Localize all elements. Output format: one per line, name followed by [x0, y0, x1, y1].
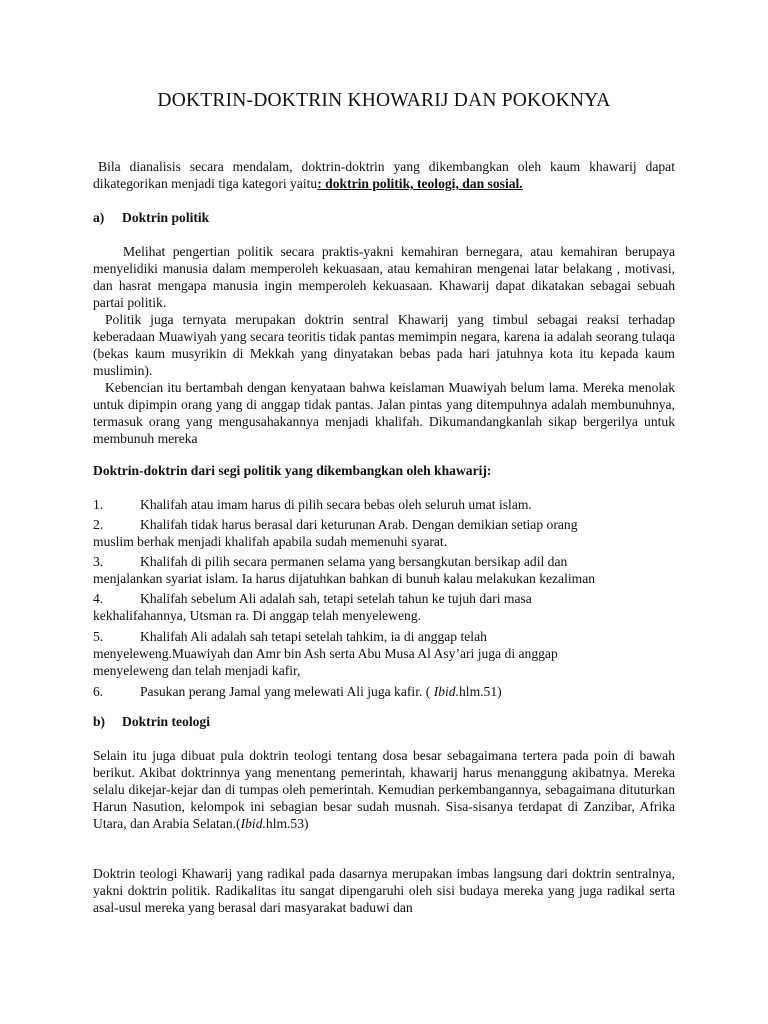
list-heading: Doktrin-doktrin dari segi politik yang dikembangkan oleh khawarij:: [93, 463, 492, 478]
list-text: menyeleweng.Muawiyah dan Amr bin Ash serta Abu Musa Al Asy’ari juga di anggap: [93, 646, 558, 661]
list-item-6: [93, 683, 675, 700]
section-a-label: a): [93, 210, 105, 225]
list-text: Khalifah di pilih secara permanen selama yang bersangkutan bersikap adil dan: [140, 554, 568, 569]
citation-page: hlm.51): [459, 684, 502, 699]
list-text: Khalifah sebelum Ali adalah sah, tetapi setelah tahun ke tujuh dari masa: [140, 591, 532, 606]
intro-paragraph: [93, 158, 675, 192]
section-a-title: Doktrin politik: [122, 210, 210, 225]
document-title: DOKTRIN-DOKTRIN KHOWARIJ DAN POKOKNYA: [157, 90, 611, 111]
list-text: menjalankan syariat islam. Ia harus dijatuhkan bahkan di bunuh kalau melakukan kezaliman: [93, 571, 596, 586]
paragraph-a2: Politik juga ternyata merupakan doktrin sentral Khawarij yang timbul sebagai reaksi terhadap keberadaan Muawiyah yang secara teoritis tidak pantas memimpin negara, karena ia adalah seorang tulaqa (bekas kaum musyrikin di Mekkah yang dinyatakan bebas pada hari jatuhnya kota itu kepada kaum muslimin).: [93, 312, 675, 378]
citation-ibid: Ibid.: [433, 684, 459, 699]
section-a-heading: [93, 210, 209, 226]
list-number: 5.: [93, 629, 104, 644]
section-b-title: Doktrin teologi: [122, 714, 210, 729]
paragraph-a3: Kebencian itu bertambah dengan kenyataan bahwa keislaman Muawiyah belum lama. Mereka menolak untuk dipimpin orang yang di anggap tidak pantas. Jalan pintas yang ditempuhnya adalah membunuhnya, termasuk orang yang mengusahakannya menjadi khalifah. Dikumandangkanlah sikap bergerilya untuk membunuh mereka: [93, 380, 675, 446]
list-number: 2.: [93, 517, 104, 532]
list-item-4: [93, 590, 675, 624]
list-item-2: [93, 516, 675, 550]
paragraph-b1-text: Selain itu juga dibuat pula doktrin teologi tentang dosa besar sebagaimana tertera pada poin di bawah berikut. Akibat doktrinnya yang menentang pemerintah, khawarij harus menanggung akibatnya. Mereka selalu dikejar-kejar dan di tumpas oleh pemerintah. Kemudian perkembangannya, sebagaimana dituturkan Harun Nasution, kelompok ini sebagian besar sudah musnah. Sisa-sisanya terdapat di Zanzibar, Afrika Utara, dan Arabia Selatan.(: [93, 748, 675, 831]
list-number: 4.: [93, 591, 104, 606]
list-number: 6.: [93, 684, 104, 699]
paragraph-b1: [93, 747, 675, 832]
list-number: 1.: [93, 497, 104, 512]
citation-page: hlm.53): [265, 816, 309, 831]
list-text: Khalifah Ali adalah sah tetapi setelah tahkim, ia di anggap telah: [140, 629, 487, 644]
section-b-label: b): [93, 714, 106, 729]
list-item-1: [93, 496, 675, 513]
paragraph-a1: Melihat pengertian politik secara praktis-yakni kemahiran bernegara, atau kemahiran berupaya menyelidiki manusia dalam memperoleh kekuasaan, atau kemahiran mengenai latar belakang , motivasi, dan hasrat mengapa manusia ingin memperoleh kekuasaan. Khawarij dapat dikatakan sebagai sebuah partai politik.: [93, 244, 675, 310]
list-item-3: [93, 553, 675, 587]
citation-ibid: Ibid.: [240, 816, 266, 831]
list-text: kekhalifahannya, Utsman ra. Di anggap telah menyeleweng.: [93, 608, 422, 623]
list-text: muslim berhak menjadi khalifah apabila sudah memenuhi syarat.: [93, 534, 448, 549]
list-number: 3.: [93, 554, 104, 569]
intro-emphasis: : doktrin politik, teologi, dan sosial.: [317, 176, 523, 191]
paragraph-b2: Doktrin teologi Khawarij yang radikal pada dasarnya merupakan imbas langsung dari doktrin sentralnya, yakni doktrin politik. Radikalitas itu sangat dipengaruhi oleh sisi budaya mereka yang juga radikal serta asal-usul mereka yang berasal dari masyarakat baduwi dan: [93, 866, 675, 915]
list-text: Pasukan perang Jamal yang melewati Ali juga kafir. (: [140, 684, 434, 699]
list-text: menyeleweng dan telah menjadi kafir,: [93, 663, 301, 678]
section-b-heading: [93, 714, 210, 730]
list-item-5: [93, 628, 675, 679]
list-text: Khalifah tidak harus berasal dari keturunan Arab. Dengan demikian setiap orang: [140, 517, 578, 532]
intro-text: Bila dianalisis secara mendalam, doktrin-doktrin yang dikembangkan oleh kaum khawarij dapat dikategorikan menjadi tiga kategori yaitu: [93, 159, 675, 191]
list-text: Khalifah atau imam harus di pilih secara bebas oleh seluruh umat islam.: [140, 497, 532, 512]
